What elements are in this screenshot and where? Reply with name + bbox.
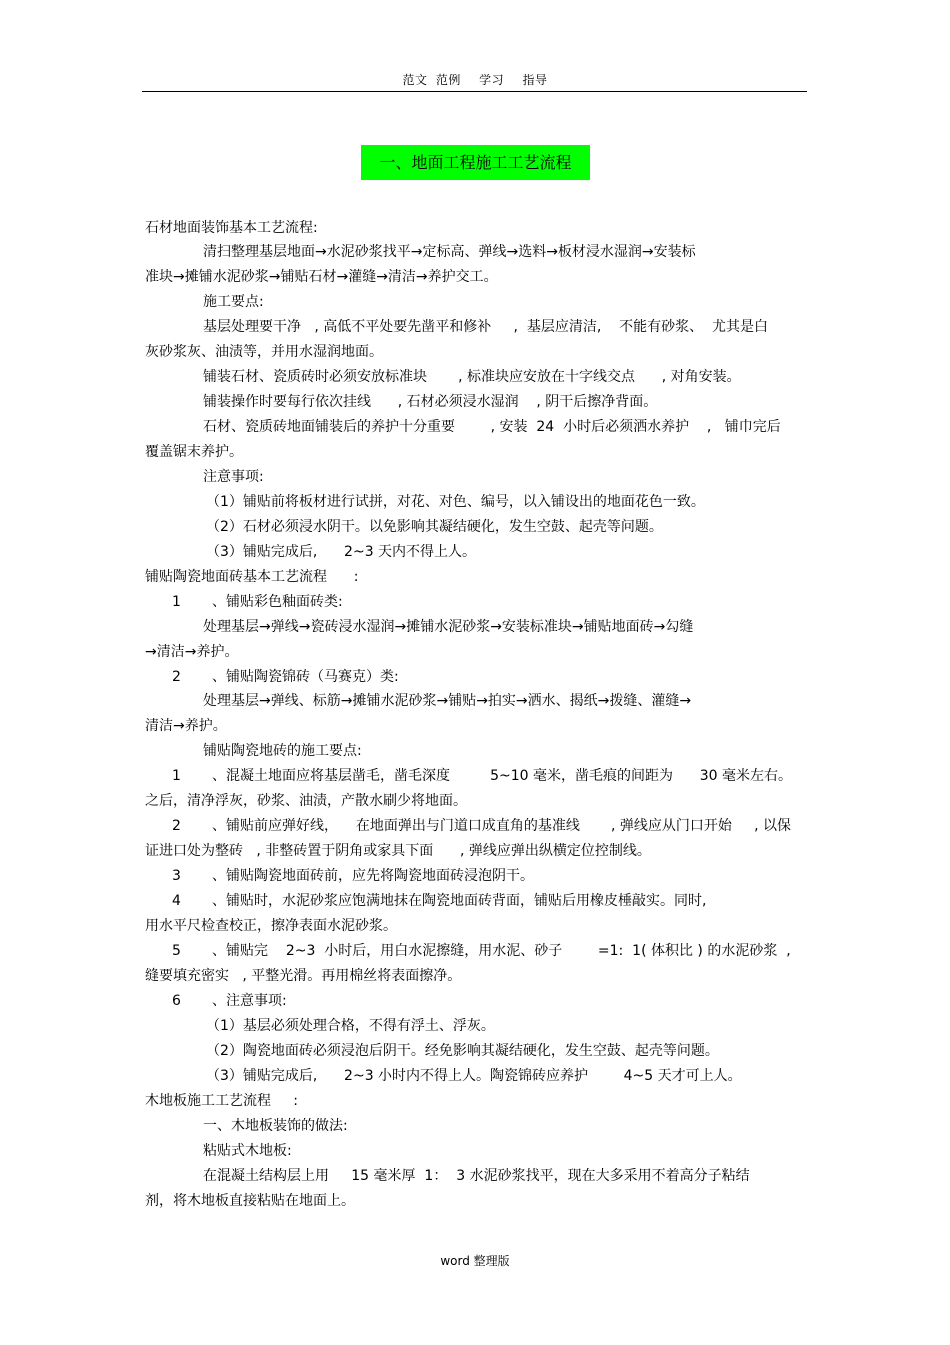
header-item: 学习 xyxy=(479,73,505,87)
text-line: 注意事项: xyxy=(203,469,264,485)
page-footer: word 整理版 xyxy=(440,1254,510,1268)
text-line: 1 、铺贴彩色釉面砖类: xyxy=(172,594,343,610)
text-line: 粘贴式木地板: xyxy=(203,1143,292,1159)
text-line: （1）铺贴前将板材进行试拼，对花、对色、编号，以入铺设出的地面花色一致。 xyxy=(206,494,705,510)
text-line: 石材、瓷质砖地面铺装后的养护十分重要 , 安装 24 小时后必须洒水养护 , 铺巾完后 xyxy=(203,419,781,435)
text-line: 用水平尺检查校正，擦净表面水泥砂浆。 xyxy=(145,918,397,934)
text-line: 在混凝土结构层上用 15 毫米厚 1： 3 水泥砂浆找平，现在大多采用不着高分子粘结 xyxy=(203,1168,750,1184)
text-line: 准块→摊铺水泥砂浆→铺贴石材→灌缝→清洁→养护交工。 xyxy=(145,269,498,285)
text-line: （3）铺贴完成后, 2~3 天内不得上人。 xyxy=(206,544,477,560)
text-line: 灰砂浆灰、油渍等，并用水湿润地面。 xyxy=(145,344,383,360)
text-line: 2 、铺贴前应弹好线， 在地面弹出与门道口成直角的基准线 , 弹线应从门口开始 , 以保 xyxy=(172,818,792,834)
text-line: 基层处理要干净 , 高低不平处要先凿平和修补 , 基层应清洁, 不能有砂浆、 尤其是白 xyxy=(203,319,769,335)
header-item: 指导 xyxy=(522,73,548,87)
text-line: 铺装石材、瓷质砖时必须安放标准块 , 标准块应安放在十字线交点 , 对角安装。 xyxy=(203,369,741,385)
text-line: （1）基层必须处理合格，不得有浮土、浮灰。 xyxy=(206,1018,495,1034)
title-highlight xyxy=(361,145,590,180)
text-line: （2）陶瓷地面砖必须浸泡后阴干。经免影响其凝结硬化，发生空鼓、起壳等问题。 xyxy=(206,1043,719,1059)
header-item: 范例 xyxy=(435,73,461,87)
text-line: 铺装操作时要每行依次挂线 , 石材必须浸水湿润 , 阴干后擦净背面。 xyxy=(203,394,658,410)
text-line: 处理基层→弹线、标筋→摊铺水泥砂浆→铺贴→拍实→洒水、揭纸→拨缝、灌缝→ xyxy=(203,693,692,709)
text-line: 3 、铺贴陶瓷地面砖前，应先将陶瓷地面砖浸泡阴干。 xyxy=(172,868,535,884)
text-line: 5 、铺贴完 2~3 小时后，用白水泥擦缝，用水泥、砂子 =1: 1( 体积比 ) 的水泥砂浆 , xyxy=(172,943,791,959)
text-line: 2 、铺贴陶瓷锦砖（马赛克）类: xyxy=(172,669,399,685)
text-line: 清扫整理基层地面→水泥砂浆找平→定标高、弹线→选料→板材浸水湿润→安装标 xyxy=(203,244,696,260)
text-line: 6 、注意事项: xyxy=(172,993,287,1009)
text-line: 剂，将木地板直接粘贴在地面上。 xyxy=(145,1193,355,1209)
text-line: （3）铺贴完成后, 2~3 小时内不得上人。陶瓷锦砖应养护 4~5 天才可上人。 xyxy=(206,1068,742,1084)
text-line: 证进口处为整砖 , 非整砖置于阴角或家具下面 , 弹线应弹出纵横定位控制线。 xyxy=(145,843,651,859)
page-header xyxy=(0,71,950,88)
text-line: 处理基层→弹线→瓷砖浸水湿润→摊铺水泥砂浆→安装标准块→铺贴地面砖→勾缝 xyxy=(203,619,694,635)
text-line: 木地板施工工艺流程 : xyxy=(145,1093,298,1109)
text-line: 石材地面装饰基本工艺流程: xyxy=(145,220,318,236)
text-line: 施工要点: xyxy=(203,294,264,310)
document-title: 一、地面工程施工工艺流程 xyxy=(379,153,572,172)
text-line: 4 、铺贴时，水泥砂浆应饱满地抹在陶瓷地面砖背面，铺贴后用橡皮棰敲实。同时, xyxy=(172,893,707,909)
text-line: 铺贴陶瓷地砖的施工要点: xyxy=(203,743,362,759)
text-line: （2）石材必须浸水阴干。以免影响其凝结硬化，发生空鼓、起壳等问题。 xyxy=(206,519,663,535)
text-line: 清洁→养护。 xyxy=(145,718,227,734)
text-line: 1 、混凝土地面应将基层凿毛，凿毛深度 5~10 毫米，凿毛痕的间距为 30 毫米左右。 xyxy=(172,768,792,784)
text-line: 之后，清净浮灰，砂浆、油渍，产散水刷少将地面。 xyxy=(145,793,467,809)
text-line: 铺贴陶瓷地面砖基本工艺流程 : xyxy=(145,569,359,585)
text-line: 缝要填充密实 , 平整光滑。再用棉丝将表面擦净。 xyxy=(145,968,462,984)
header-item: 范文 xyxy=(402,73,428,87)
text-line: 覆盖锯末养护。 xyxy=(145,444,243,460)
header-divider xyxy=(142,91,807,92)
text-line: 一、木地板装饰的做法: xyxy=(203,1118,348,1134)
text-line: →清洁→养护。 xyxy=(145,644,239,660)
